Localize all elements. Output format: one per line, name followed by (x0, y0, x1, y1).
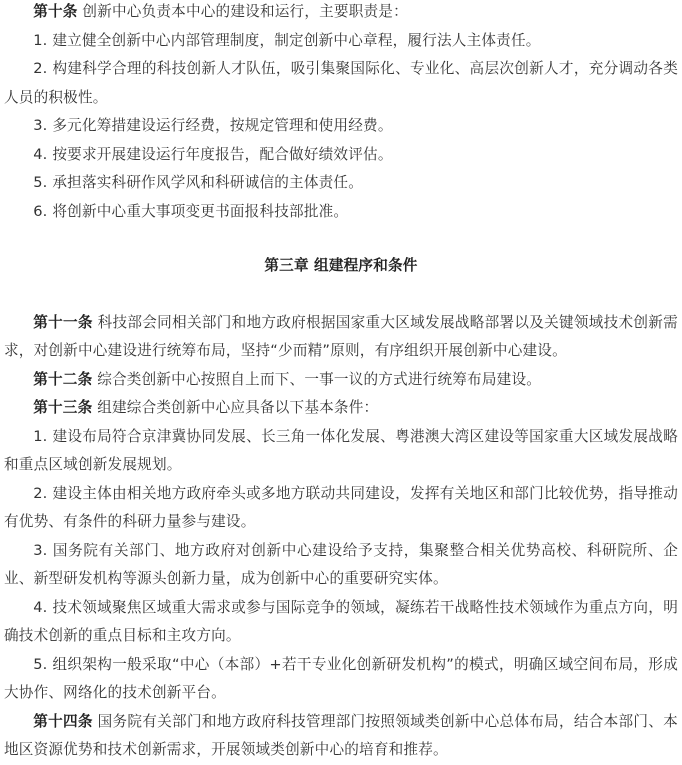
article-11-label: 第十一条 (33, 313, 93, 331)
article-13-item-3: 3. 国务院有关部门、地方政府对创新中心建设给予支持，集聚整合相关优势高校、科研院所、企业、新型研发机构等源头创新力量，成为创新中心的重要研究实体。 (4, 541, 678, 587)
article-13-label: 第十三条 (33, 399, 93, 416)
article-10-item-2: 2. 构建科学合理的科技创新人才队伍，吸引集聚国际化、专业化、高层次创新人才，充分调动各类人员的积极性。 (4, 60, 678, 106)
article-10-text: 创新中心负责本中心的建设和运行，主要职责是： (77, 3, 408, 20)
article-11-text: 科技部会同相关部门和地方政府根据国家重大区域发展战略部署以及关键领域技术创新需求，对创新中心建设进行统筹布局，坚持“少而精”原则，有序组织开展创新中心建设。 (4, 313, 678, 359)
article-10-item-3: 3. 多元化筹措建设运行经费，按规定管理和使用经费。 (33, 117, 393, 134)
article-11-paragraph (4, 309, 678, 366)
article-10-item-4: 4. 按要求开展建设运行年度报告，配合做好绩效评估。 (33, 145, 393, 163)
article-14-text: 国务院有关部门和地方政府科技管理部门按照领域类创新中心总体布局，结合本部门、本地区资源优势和技术创新需求，开展领域类创新中心的培育和推荐。 (4, 712, 678, 758)
article-13-text: 组建综合类创新中心应具备以下基本条件： (92, 399, 379, 416)
article-13-item-4: 4. 技术领域聚焦区域重大需求或参与国际竞争的领域，凝练若干战略性技术领域作为重点方向，明确技术创新的重点目标和主攻方向。 (4, 598, 678, 644)
article-12-label: 第十二条 (33, 370, 93, 388)
article-14-label: 第十四条 (33, 712, 93, 730)
article-10-item-6: 6. 将创新中心重大事项变更书面报科技部批准。 (33, 202, 349, 220)
article-10-item-1: 1. 建立健全创新中心内部管理制度，制定创新中心章程，履行法人主体责任。 (33, 31, 541, 49)
article-12-text: 综合类创新中心按照自上而下、一事一议的方式进行统筹布局建设。 (92, 370, 542, 388)
spacer (4, 281, 678, 309)
article-10-label: 第十条 (33, 3, 78, 20)
article-13-item-2: 2. 建设主体由相关地方政府牵头或多地方联动共同建设，发挥有关地区和部门比较优势，指导推动有优势、有条件的科研力量参与建设。 (4, 484, 678, 530)
article-13-paragraph (4, 394, 678, 423)
article-10-paragraph (4, 0, 678, 27)
article-10-item-5: 5. 承担落实科研作风学风和科研诚信的主体责任。 (33, 174, 364, 191)
chapter-3-title: 第三章 组建程序和条件 (264, 257, 418, 274)
article-12-paragraph (4, 366, 678, 395)
article-13-item-5: 5. 组织架构一般采取“中心（本部）+若干专业化创新研发机构”的模式，明确区域空间布局，形成大协作、网络化的技术创新平台。 (4, 655, 678, 701)
article-13-item-1: 1. 建设布局符合京津冀协同发展、长三角一体化发展、粤港澳大湾区建设等国家重大区域发展战略和重点区域创新发展规划。 (4, 427, 678, 473)
spacer (4, 226, 678, 252)
